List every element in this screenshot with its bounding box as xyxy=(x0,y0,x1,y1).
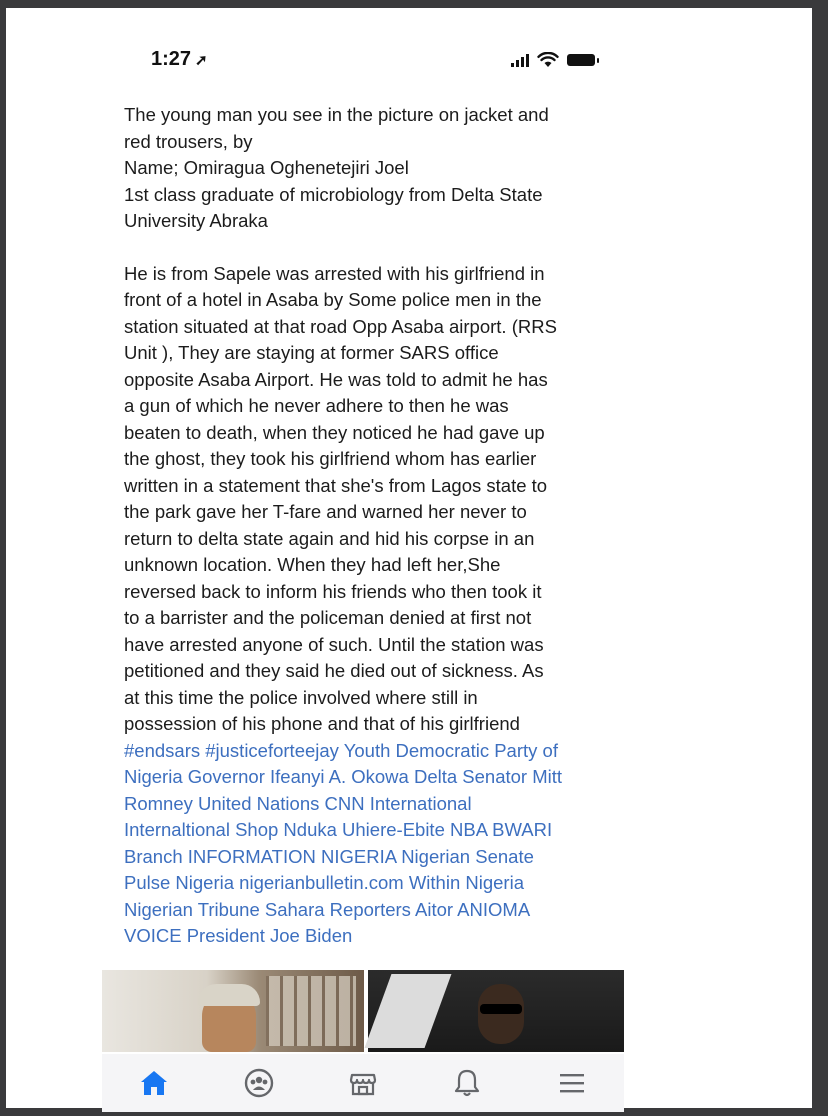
phone-screenshot-frame xyxy=(6,8,812,1108)
nav-notifications[interactable] xyxy=(447,1063,487,1103)
marketplace-icon xyxy=(347,1067,379,1099)
location-arrow-icon: ➚ xyxy=(195,52,208,69)
status-time-text: 1:27 xyxy=(151,48,192,70)
menu-icon xyxy=(556,1067,588,1099)
photo-person xyxy=(478,984,524,1044)
post-paragraph-story: He is from Sapele was arrested with his girlfriend in front of a hotel in Asaba by Some police men in the station situated at that road Opp Asaba airport. (RRS Unit ), They are staying at former SARS office opposite Asaba Airport. He was told to admit he has a gun of which he never adhere to then he was beaten to death, when they noticed he had gave up the ghost, they took his girlfriend whom has earlier written in a statement that she's from Lagos state to the park gave her T-fare and warned her never to return to delta state again and hid his corpse in an unknown location. When they had left her,She reversed back to inform his friends who then took it to a barrister and the policeman denied at first not have arrested anyone of such. Until the station was petitioned and they said he died out of sickness. As at this time the police involved where still in possession of his phone and that of his girlfriend xyxy=(124,262,557,734)
nav-menu[interactable] xyxy=(552,1063,592,1103)
home-icon xyxy=(138,1067,170,1099)
nav-groups[interactable] xyxy=(239,1063,279,1103)
photo-hat xyxy=(198,984,260,1006)
groups-icon xyxy=(243,1067,275,1099)
post-photo-2[interactable] xyxy=(368,970,624,1052)
status-icons xyxy=(511,52,595,68)
photo-window-bars xyxy=(266,976,356,1046)
nav-home[interactable] xyxy=(134,1063,174,1103)
wifi-icon xyxy=(537,52,559,68)
photo-sunglasses xyxy=(480,1004,522,1014)
post-tags[interactable]: #endsars #justiceforteejay Youth Democratic Party of Nigeria Governor Ifeanyi A. Okowa Delta Senator Mitt Romney United Nations CNN International Internaltional Shop Nduka Uhiere-Ebite NBA BWARI Branch INFORMATION NIGERIA Nigerian Senate Pulse Nigeria nigerianbulletin.com Within Nigeria Nigerian Tribune Sahara Reporters Aitor ANIOMA VOICE President Joe Biden xyxy=(124,739,563,946)
status-time xyxy=(151,48,208,71)
bell-icon xyxy=(451,1067,483,1099)
status-bar xyxy=(6,8,812,108)
photo-vehicle xyxy=(365,974,452,1048)
battery-icon xyxy=(567,54,595,66)
bottom-navigation xyxy=(102,1054,624,1112)
post-paragraph-intro: The young man you see in the picture on jacket and red trousers, by Name; Omiragua Oghenetejiri Joel 1st class graduate of microbiology from Delta State University Abraka xyxy=(124,104,549,231)
signal-icon xyxy=(511,53,529,67)
paragraph-spacer xyxy=(124,235,619,261)
post-photo-1[interactable] xyxy=(102,970,364,1052)
nav-marketplace[interactable] xyxy=(343,1063,383,1103)
post-body xyxy=(124,102,619,950)
post-photos[interactable] xyxy=(102,970,624,1052)
